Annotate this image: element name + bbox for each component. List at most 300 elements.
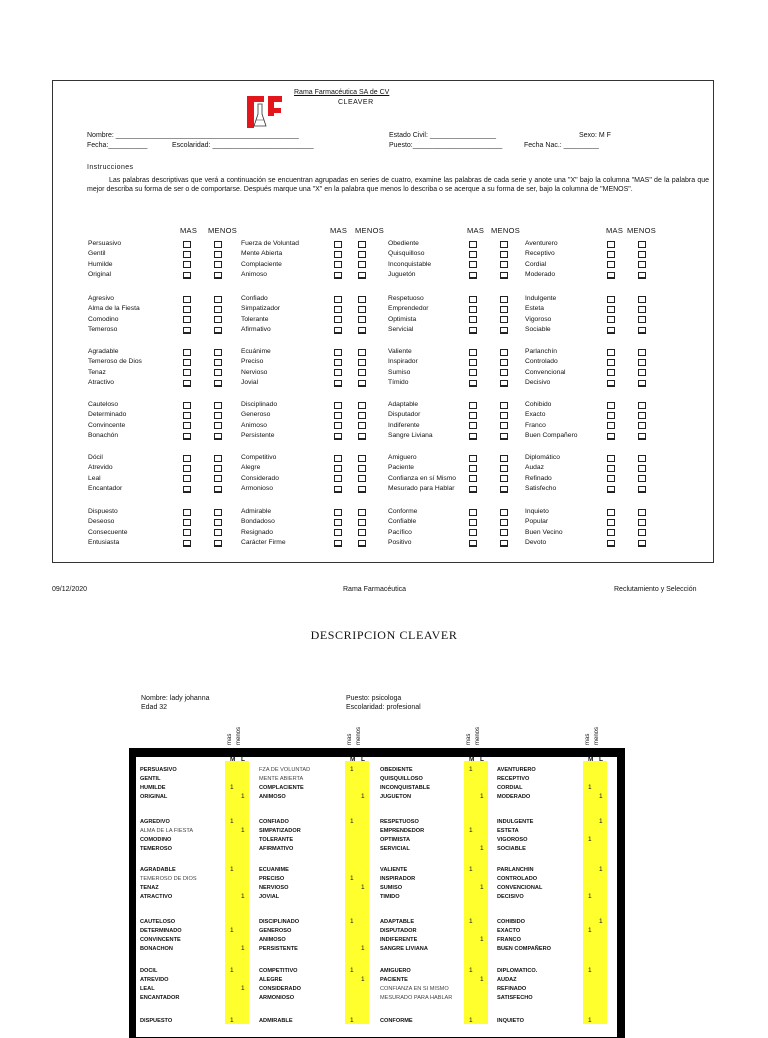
result-word: TENAZ [140, 885, 159, 892]
word-label: Sangre Liviana [388, 432, 433, 440]
menos-checkbox[interactable] [500, 519, 508, 526]
mas-checkbox[interactable] [469, 529, 477, 536]
mark-value: 1 [230, 818, 234, 825]
menos-checkbox[interactable] [358, 261, 366, 268]
word-label: Inquieto [525, 508, 549, 515]
mas-checkbox[interactable] [183, 316, 191, 323]
mas-checkbox[interactable] [607, 380, 615, 387]
mas-checkbox[interactable] [183, 296, 191, 303]
result-word: INDIFERENTE [380, 937, 418, 944]
mark-value: 1 [480, 936, 484, 944]
mas-checkbox[interactable] [469, 519, 477, 526]
menos-checkbox[interactable] [214, 422, 222, 429]
result-word: INDULGENTE [497, 819, 534, 825]
mas-checkbox[interactable] [469, 241, 477, 248]
menos-checkbox[interactable] [358, 412, 366, 419]
menos-checkbox[interactable] [638, 509, 646, 516]
estado-civil-field[interactable]: Estado Civil: _________________ [389, 132, 497, 139]
mas-checkbox[interactable] [607, 261, 615, 268]
m-header: M [469, 756, 475, 763]
result-word: GENTIL [140, 776, 161, 783]
menos-checkbox[interactable] [500, 475, 508, 482]
menos-checkbox[interactable] [214, 475, 222, 482]
menos-checkbox[interactable] [500, 296, 508, 303]
result-word: COMPETITIVO [259, 968, 298, 974]
menos-checkbox[interactable] [638, 369, 646, 376]
result-word: ECUANIME [259, 867, 289, 873]
result-word: VIGOROSO [497, 837, 528, 844]
menos-checkbox[interactable] [500, 465, 508, 472]
mas-checkbox[interactable] [469, 475, 477, 482]
menos-checkbox[interactable] [500, 412, 508, 419]
mas-checkbox[interactable] [469, 316, 477, 323]
mas-checkbox[interactable] [334, 509, 342, 516]
menos-checkbox[interactable] [638, 465, 646, 472]
person-position: Puesto: psicologa [346, 695, 402, 702]
mas-checkbox[interactable] [183, 529, 191, 536]
person-age: Edad 32 [141, 704, 168, 711]
mas-checkbox[interactable] [334, 272, 342, 279]
mark-value: 1 [469, 1017, 473, 1024]
m-header: M [588, 756, 594, 763]
l-header: L [241, 756, 245, 763]
word-label: Indiferente [388, 421, 420, 429]
mas-checkbox[interactable] [334, 369, 342, 376]
mas-checkbox[interactable] [183, 422, 191, 429]
menos-checkbox[interactable] [500, 433, 508, 440]
word-label: Atractivo [88, 379, 115, 387]
menos-checkbox[interactable] [638, 349, 646, 356]
word-label: Confiable [388, 518, 417, 526]
mas-checkbox[interactable] [334, 402, 342, 409]
mas-checkbox[interactable] [334, 359, 342, 366]
mas-checkbox[interactable] [607, 509, 615, 516]
menos-checkbox[interactable] [358, 475, 366, 482]
mark-value: 1 [469, 918, 473, 925]
menos-checkbox[interactable] [500, 455, 508, 462]
result-word: SANGRE LIVIANA [380, 946, 428, 953]
person-info-left [141, 694, 210, 712]
menos-checkbox[interactable] [358, 402, 366, 409]
word-label: Moderado [525, 271, 556, 279]
mas-checkbox[interactable] [469, 422, 477, 429]
menos-checkbox[interactable] [214, 412, 222, 419]
mas-checkbox[interactable] [183, 475, 191, 482]
mas-checkbox[interactable] [469, 540, 477, 547]
word-label: Admirable [241, 508, 272, 515]
menos-checkbox[interactable] [214, 380, 222, 387]
mas-checkbox[interactable] [183, 412, 191, 419]
word-label: Mesurado para Hablar [388, 485, 455, 493]
mas-checkbox[interactable] [334, 349, 342, 356]
result-word: DISCIPLINADO [259, 919, 300, 925]
menos-checkbox[interactable] [358, 455, 366, 462]
result-word: DISPUTADOR [380, 928, 417, 935]
menos-checkbox[interactable] [500, 422, 508, 429]
word-label: Tenaz [88, 368, 106, 376]
word-label: Obediente [388, 240, 419, 247]
mas-checkbox[interactable] [334, 251, 342, 258]
menos-checkbox[interactable] [638, 422, 646, 429]
result-word: MODERADO [497, 794, 531, 801]
mas-checkbox[interactable] [334, 316, 342, 323]
escolaridad-field[interactable]: Escolaridad: __________________________ [172, 142, 314, 149]
menos-checkbox[interactable] [214, 369, 222, 376]
word-label: Emprendedor [388, 305, 429, 313]
menos-checkbox[interactable] [214, 486, 222, 493]
mas-vertical-header: mas [466, 733, 472, 745]
menos-checkbox[interactable] [500, 306, 508, 313]
menos-checkbox[interactable] [500, 241, 508, 248]
mas-checkbox[interactable] [334, 380, 342, 387]
mas-checkbox[interactable] [607, 369, 615, 376]
mark-value: 1 [469, 827, 473, 835]
menos-checkbox[interactable] [214, 465, 222, 472]
mark-value: 1 [469, 766, 473, 773]
mark-value: 1 [241, 985, 245, 993]
mas-checkbox[interactable] [183, 272, 191, 279]
result-word: ESTETA [497, 828, 519, 835]
mas-checkbox[interactable] [334, 433, 342, 440]
sexo-field[interactable]: Sexo: M F [579, 132, 611, 139]
result-word: CORDIAL [497, 785, 523, 792]
highlight-column [464, 761, 488, 1024]
menos-checkbox[interactable] [214, 402, 222, 409]
mark-value: 1 [480, 884, 484, 892]
menos-checkbox[interactable] [214, 540, 222, 547]
mas-checkbox[interactable] [334, 519, 342, 526]
word-label: Leal [88, 474, 101, 482]
menos-checkbox[interactable] [638, 241, 646, 248]
mas-checkbox[interactable] [183, 349, 191, 356]
menos-checkbox[interactable] [638, 261, 646, 268]
menos-checkbox[interactable] [358, 465, 366, 472]
mas-checkbox[interactable] [334, 296, 342, 303]
result-word: ATRACTIVO [140, 894, 173, 901]
result-word: VALIENTE [380, 867, 408, 873]
word-label: Original [88, 271, 112, 279]
menos-checkbox[interactable] [500, 327, 508, 334]
word-label: Armonioso [241, 485, 273, 493]
mas-checkbox[interactable] [334, 412, 342, 419]
mas-checkbox[interactable] [183, 465, 191, 472]
result-word: DIPLOMATICO. [497, 968, 538, 974]
menos-checkbox[interactable] [358, 359, 366, 366]
mas-checkbox[interactable] [334, 261, 342, 268]
mas-checkbox[interactable] [334, 529, 342, 536]
menos-checkbox[interactable] [214, 296, 222, 303]
menos-checkbox[interactable] [214, 519, 222, 526]
menos-checkbox[interactable] [358, 316, 366, 323]
mas-checkbox[interactable] [469, 272, 477, 279]
menos-checkbox[interactable] [358, 380, 366, 387]
mas-checkbox[interactable] [183, 486, 191, 493]
mas-checkbox[interactable] [607, 316, 615, 323]
menos-checkbox[interactable] [638, 272, 646, 279]
menos-checkbox[interactable] [358, 369, 366, 376]
menos-checkbox[interactable] [638, 412, 646, 419]
menos-checkbox[interactable] [500, 272, 508, 279]
menos-checkbox[interactable] [214, 349, 222, 356]
mas-checkbox[interactable] [607, 486, 615, 493]
word-label: Indulgente [525, 295, 557, 302]
menos-checkbox[interactable] [358, 519, 366, 526]
mas-checkbox[interactable] [469, 306, 477, 313]
word-label: Preciso [241, 358, 264, 366]
mas-checkbox[interactable] [334, 422, 342, 429]
mas-checkbox[interactable] [607, 296, 615, 303]
mas-checkbox[interactable] [607, 306, 615, 313]
mas-checkbox[interactable] [607, 540, 615, 547]
menos-checkbox[interactable] [638, 519, 646, 526]
mas-checkbox[interactable] [607, 241, 615, 248]
mas-checkbox[interactable] [469, 251, 477, 258]
word-label: Popular [525, 518, 549, 526]
menos-checkbox[interactable] [214, 359, 222, 366]
word-label: Inspirador [388, 358, 418, 366]
result-word: FZA DE VOLUNTAD [259, 767, 311, 773]
mas-checkbox[interactable] [183, 241, 191, 248]
mas-checkbox[interactable] [183, 306, 191, 313]
menos-checkbox[interactable] [500, 486, 508, 493]
menos-checkbox[interactable] [358, 540, 366, 547]
result-word: INQUIETO [497, 1018, 524, 1024]
menos-checkbox[interactable] [358, 251, 366, 258]
result-word: DOCIL [140, 968, 158, 974]
mas-checkbox[interactable] [469, 380, 477, 387]
mas-checkbox[interactable] [469, 296, 477, 303]
word-label: Convencional [525, 368, 566, 376]
result-word: RESPETUOSO [380, 819, 419, 825]
mas-checkbox[interactable] [469, 509, 477, 516]
menos-checkbox[interactable] [214, 529, 222, 536]
mas-checkbox[interactable] [607, 433, 615, 440]
result-word: JUGUETON [380, 794, 411, 801]
puesto-field[interactable]: Puesto:_______________________ [389, 142, 503, 149]
mas-checkbox[interactable] [334, 455, 342, 462]
word-label: Ecuánime [241, 348, 271, 355]
mas-checkbox[interactable] [607, 327, 615, 334]
menos-checkbox[interactable] [500, 369, 508, 376]
result-word: JOVIAL [259, 894, 280, 901]
mas-checkbox[interactable] [469, 359, 477, 366]
mas-checkbox[interactable] [607, 519, 615, 526]
word-label: Animoso [241, 271, 268, 279]
result-word: RECEPTIVO [497, 776, 530, 783]
mark-value: 1 [588, 1017, 592, 1024]
mark-value: 1 [588, 784, 592, 792]
mas-checkbox[interactable] [334, 475, 342, 482]
result-word: TOLERANTE [259, 837, 294, 844]
menos-checkbox[interactable] [500, 540, 508, 547]
menos-checkbox[interactable] [638, 316, 646, 323]
mas-checkbox[interactable] [183, 433, 191, 440]
menos-checkbox[interactable] [358, 486, 366, 493]
fecha-nac-field[interactable]: Fecha Nac.: _________ [524, 142, 599, 149]
word-label: Satisfecho [525, 485, 557, 493]
highlight-column [225, 761, 249, 1024]
mas-checkbox[interactable] [183, 327, 191, 334]
mas-checkbox[interactable] [469, 369, 477, 376]
mas-checkbox[interactable] [334, 327, 342, 334]
menos-checkbox[interactable] [638, 359, 646, 366]
menos-checkbox[interactable] [500, 316, 508, 323]
mas-checkbox[interactable] [183, 261, 191, 268]
menos-checkbox[interactable] [358, 327, 366, 334]
mas-checkbox[interactable] [183, 380, 191, 387]
result-word: ORIGINAL [140, 794, 168, 801]
result-word: DETERMINADO [140, 928, 182, 935]
word-label: Afirmativo [241, 326, 271, 334]
nombre-field[interactable]: Nombre: _______________________________________________ [87, 132, 299, 139]
word-label: Alma de la Fiesta [88, 305, 140, 313]
menos-checkbox[interactable] [214, 306, 222, 313]
mas-checkbox[interactable] [183, 509, 191, 516]
menos-checkbox[interactable] [500, 261, 508, 268]
menos-checkbox[interactable] [358, 306, 366, 313]
person-info-right [346, 694, 421, 712]
menos-checkbox[interactable] [214, 509, 222, 516]
mas-checkbox[interactable] [469, 349, 477, 356]
menos-checkbox[interactable] [358, 296, 366, 303]
mas-checkbox[interactable] [607, 412, 615, 419]
word-label: Gentil [88, 250, 106, 258]
menos-checkbox[interactable] [638, 402, 646, 409]
result-word: ADMIRABLE [259, 1018, 293, 1024]
menos-checkbox[interactable] [500, 509, 508, 516]
menos-checkbox[interactable] [214, 251, 222, 258]
mas-checkbox[interactable] [469, 327, 477, 334]
mas-checkbox[interactable] [607, 455, 615, 462]
mas-checkbox[interactable] [334, 540, 342, 547]
word-label: Dócil [88, 454, 103, 461]
instructions-title: Instrucciones [87, 164, 134, 171]
menos-checkbox[interactable] [214, 272, 222, 279]
menos-checkbox[interactable] [358, 241, 366, 248]
menos-checkbox[interactable] [500, 529, 508, 536]
word-label: Fuerza de Voluntad [241, 240, 299, 247]
mas-checkbox[interactable] [183, 251, 191, 258]
menos-vertical-header: menos [356, 726, 362, 745]
mas-checkbox[interactable] [469, 465, 477, 472]
menos-checkbox[interactable] [638, 433, 646, 440]
mas-checkbox[interactable] [469, 433, 477, 440]
col-menos-header: MENOS [355, 226, 385, 235]
mas-checkbox[interactable] [183, 402, 191, 409]
mas-checkbox[interactable] [183, 369, 191, 376]
menos-checkbox[interactable] [638, 486, 646, 493]
menos-checkbox[interactable] [638, 306, 646, 313]
menos-checkbox[interactable] [500, 380, 508, 387]
menos-checkbox[interactable] [500, 251, 508, 258]
word-label: Exacto [525, 411, 546, 419]
fecha-field[interactable]: Fecha:__________ [87, 142, 148, 149]
mas-checkbox[interactable] [469, 402, 477, 409]
result-word: CONVENCIONAL [497, 885, 543, 892]
mas-checkbox[interactable] [469, 261, 477, 268]
menos-checkbox[interactable] [214, 455, 222, 462]
mas-checkbox[interactable] [607, 465, 615, 472]
word-label: Controlado [525, 358, 558, 366]
word-label: Sumiso [388, 368, 411, 376]
word-label: Disputador [388, 411, 421, 419]
menos-checkbox[interactable] [214, 327, 222, 334]
result-word: DISPUESTO [140, 1018, 173, 1024]
result-word: MESURADO PARA HABLAR [380, 995, 453, 1002]
menos-checkbox[interactable] [638, 296, 646, 303]
result-word: EMPRENDEDOR [380, 828, 425, 835]
mas-checkbox[interactable] [183, 359, 191, 366]
menos-checkbox[interactable] [638, 380, 646, 387]
mas-checkbox[interactable] [334, 486, 342, 493]
word-label: Pacífico [388, 528, 412, 536]
mas-checkbox[interactable] [607, 359, 615, 366]
word-label: Considerado [241, 474, 279, 482]
menos-checkbox[interactable] [638, 540, 646, 547]
menos-checkbox[interactable] [358, 272, 366, 279]
word-label: Comodino [88, 315, 119, 323]
result-word: ENCANTADOR [140, 995, 180, 1002]
result-word: HUMILDE [140, 785, 166, 792]
word-label: Valiente [388, 348, 412, 355]
result-word: GENEROSO [259, 928, 292, 935]
menos-checkbox[interactable] [638, 251, 646, 258]
result-word: CAUTELOSO [140, 919, 176, 925]
mas-checkbox[interactable] [183, 519, 191, 526]
mas-checkbox[interactable] [607, 272, 615, 279]
menos-checkbox[interactable] [214, 261, 222, 268]
menos-checkbox[interactable] [500, 349, 508, 356]
mas-checkbox[interactable] [334, 241, 342, 248]
menos-checkbox[interactable] [638, 455, 646, 462]
col-mas-header: MAS [180, 226, 198, 235]
menos-checkbox[interactable] [214, 316, 222, 323]
mas-checkbox[interactable] [469, 412, 477, 419]
menos-checkbox[interactable] [358, 433, 366, 440]
mas-checkbox[interactable] [607, 529, 615, 536]
result-word: CONFIANZA EN SI MISMO [380, 986, 449, 993]
menos-checkbox[interactable] [214, 241, 222, 248]
mas-checkbox[interactable] [469, 486, 477, 493]
menos-checkbox[interactable] [358, 422, 366, 429]
menos-checkbox[interactable] [638, 529, 646, 536]
menos-checkbox[interactable] [214, 433, 222, 440]
company-logo [244, 90, 284, 130]
mas-checkbox[interactable] [607, 422, 615, 429]
mas-checkbox[interactable] [607, 475, 615, 482]
mas-checkbox[interactable] [607, 402, 615, 409]
menos-checkbox[interactable] [358, 349, 366, 356]
mas-checkbox[interactable] [334, 306, 342, 313]
result-word: COMPLACIENTE [259, 785, 304, 792]
word-label: Simpatizador [241, 305, 281, 313]
menos-checkbox[interactable] [358, 529, 366, 536]
mas-checkbox[interactable] [183, 540, 191, 547]
menos-checkbox[interactable] [500, 402, 508, 409]
menos-checkbox[interactable] [638, 475, 646, 482]
mas-checkbox[interactable] [469, 455, 477, 462]
menos-checkbox[interactable] [358, 509, 366, 516]
mas-checkbox[interactable] [607, 349, 615, 356]
mas-checkbox[interactable] [607, 251, 615, 258]
result-word: ARMONIOSO [259, 995, 295, 1002]
mas-checkbox[interactable] [183, 455, 191, 462]
word-label: Confiado [241, 295, 268, 302]
menos-checkbox[interactable] [638, 327, 646, 334]
menos-checkbox[interactable] [500, 359, 508, 366]
form-title: CLEAVER [338, 99, 374, 106]
mas-checkbox[interactable] [334, 465, 342, 472]
